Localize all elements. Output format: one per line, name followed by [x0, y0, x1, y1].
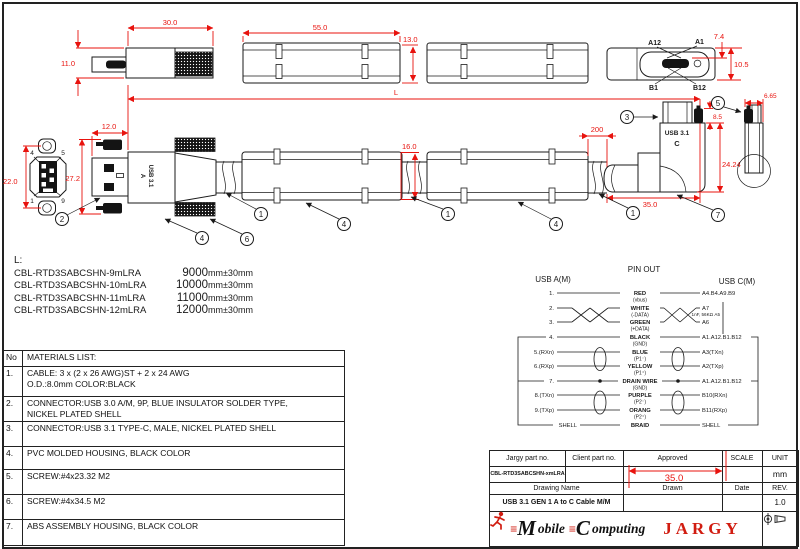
row-desc2: O.D.:8.0mm COLOR:BLACK: [27, 379, 136, 389]
length-tolerance: mm±30mm: [208, 292, 253, 303]
wire-sub: (P1⁻): [633, 356, 647, 363]
pinout-row-right: A6: [702, 320, 710, 326]
balloon-4b: [306, 203, 351, 231]
balloon-7: [677, 195, 725, 222]
balloon-5-label: 5: [715, 99, 721, 108]
logo-c: C: [575, 516, 590, 540]
dim-16: [401, 142, 419, 200]
dim-12-label: 12.0: [101, 122, 117, 131]
pinout-row-right: A7: [702, 306, 710, 312]
table-row: [4, 396, 344, 421]
row-no: 3.: [4, 422, 23, 446]
row-desc: PVC MOLDED HOUSING, BLACK COLOR: [27, 448, 191, 458]
balloon-3-label: 3: [624, 113, 630, 122]
approved-label: Approved: [657, 455, 688, 462]
projection-symbol: [762, 511, 798, 546]
usbc-side-view: [738, 105, 771, 188]
table-row: [4, 519, 344, 545]
scale-label: SCALE: [730, 455, 754, 462]
length-tolerance: mm±30mm: [208, 280, 253, 291]
wire-sub: (P2⁺): [633, 414, 647, 421]
wire-name: DRAIN WIRE: [622, 379, 658, 385]
row-desc: CABLE: 3 x (2 x 26 AWG)ST + 2 x 24 AWG: [27, 368, 190, 378]
length-tolerance: mm±30mm: [208, 305, 253, 316]
pinout-row: 6.(RXp): [534, 364, 554, 370]
length-value: 12000: [176, 304, 208, 317]
part-number: CBL-RTD3SABCSHN-9mLRA: [14, 268, 142, 279]
dim-27-2: [65, 140, 101, 215]
dim-30: [128, 18, 213, 46]
balloon-6-label: 6: [244, 235, 250, 244]
wire-sub: (-DATA): [631, 312, 649, 319]
wire-sub: (GND): [632, 341, 648, 348]
cable-segment-2: [427, 149, 588, 203]
drawing-name-label: Drawing Name: [533, 484, 580, 492]
pinout-row-right: A3(TXn): [702, 350, 724, 356]
cable-top-segment-1: [243, 43, 400, 83]
pinout-left-header: USB A(M): [535, 275, 571, 284]
wire-name: RED: [633, 291, 647, 297]
length-list: [14, 255, 264, 317]
row-no: 1.: [4, 367, 23, 396]
balloon-1-label: 1: [258, 210, 264, 219]
pin-a1-label: A1: [695, 39, 704, 46]
wire-sub: (P1⁺): [633, 370, 647, 377]
pin-b12-label: B12: [693, 85, 706, 92]
usba-marking-line2: A: [139, 173, 145, 179]
brand-jargy: JARGY: [663, 518, 742, 538]
wire-name: BLUE: [632, 350, 648, 356]
date-label: Date: [734, 484, 750, 492]
row-no: 2.: [4, 397, 23, 421]
pin-a12-label: A12: [648, 40, 661, 47]
dim-35: [607, 194, 700, 209]
row-no: 4.: [4, 447, 23, 469]
dim-24-24-label: 24.24: [722, 160, 741, 169]
cable-segment-1: [242, 149, 402, 203]
dim-L-label: L: [393, 88, 399, 97]
pinout-row-right: A4.B4.A9.B9: [702, 291, 736, 297]
length-item: [14, 267, 264, 279]
dim-6-65-label: 6.65: [764, 93, 777, 100]
wire-sub: (+DATA): [630, 326, 650, 333]
row-desc: SCREW:#4x34.5 M2: [27, 496, 106, 506]
third-angle-projection-icon: [762, 511, 788, 527]
usba-assembly-view: [92, 138, 242, 216]
row-no: 7.: [4, 520, 23, 545]
length-item: [14, 279, 264, 291]
cc-note: 1nF, 56KΩ A5: [691, 312, 720, 317]
dim-55-label: 55.0: [312, 23, 328, 32]
dim-13: [402, 35, 418, 83]
usba-marking-line1: USB 3.1: [147, 164, 153, 188]
table-row: [4, 366, 344, 396]
jargy-part-label: Jargy part no.: [506, 455, 549, 462]
pin-9-label: 9: [61, 198, 65, 205]
materials-header-row: [4, 351, 344, 366]
balloon-5: [712, 97, 742, 113]
length-value: 9000: [182, 267, 208, 279]
dim-7-4-label: 7.4: [713, 32, 725, 41]
pinout-row-right: A2(TXp): [702, 364, 724, 370]
usba-top-view: [92, 48, 213, 78]
usbc-marking-line1: USB 3.1: [664, 130, 690, 137]
pinout-row: 3.: [549, 320, 554, 326]
pinout-row-right: SHELL: [702, 423, 721, 429]
balloon-2-label: 2: [59, 215, 65, 224]
pinout-row: 1.: [549, 291, 554, 297]
row-no: 5.: [4, 470, 23, 494]
dim-22-label: 22.0: [3, 177, 18, 186]
wire-sub: (P2⁻): [633, 399, 647, 406]
usba-front-view: [30, 139, 66, 215]
balloon-3: [621, 111, 659, 124]
balloon-4a: [165, 219, 209, 245]
dim-30-label: 30.0: [162, 18, 178, 27]
usbc-face-view: [607, 39, 715, 92]
pinout-row: SHELL: [558, 423, 577, 429]
pinout-row: 9.(TXp): [534, 408, 554, 414]
wire-name: YELLOW: [627, 364, 653, 370]
part-number: CBL-RTD3SABCSHN-12mLRA: [14, 305, 147, 317]
pinout-row: 4.: [549, 335, 554, 341]
balloon-6: [210, 219, 254, 246]
length-list-header: L:: [14, 255, 23, 266]
logo-obile: obile: [537, 520, 565, 536]
dim-35-label: 35.0: [642, 200, 658, 209]
wire-name: WHITE: [630, 306, 650, 312]
row-desc: ABS ASSEMBLY HOUSING, BLACK COLOR: [27, 521, 199, 531]
rev-label: REV.: [772, 484, 788, 492]
dim-200-label: 200: [590, 125, 604, 134]
wire-sub: (GND): [632, 385, 648, 392]
dim-22: [3, 146, 41, 208]
balloon-4c: [518, 202, 563, 231]
wire-name: BLACK: [629, 335, 651, 341]
length-value: 10000: [176, 279, 208, 292]
dim-55: [243, 23, 400, 42]
usbc-connector-view: [604, 102, 705, 192]
part-number: CBL-RTD3SABCSHN-10mLRA: [14, 280, 147, 292]
company-logo: [490, 511, 762, 546]
table-row: [4, 494, 344, 519]
client-part-label: Client part no.: [572, 455, 616, 462]
row-desc2: NICKEL PLATED SHELL: [27, 409, 122, 419]
pin-5-label: 5: [61, 150, 65, 157]
pinout-diagram: [518, 265, 758, 429]
overlay-dim-35-label: 35.0: [664, 473, 684, 484]
table-row: [4, 469, 344, 494]
cable-top-segment-2: [427, 43, 588, 83]
jargy-part-number: CBL-RTD3SABCSHN-xmLRA: [490, 471, 565, 477]
pin-b1-label: B1: [649, 85, 658, 92]
balloon-1a: [226, 193, 268, 221]
table-row: [4, 446, 344, 469]
unit-value: mm: [772, 469, 788, 479]
pinout-row-right: B10(RXn): [702, 393, 728, 399]
length-tolerance: mm±30mm: [208, 268, 253, 278]
dim-16-label: 16.0: [402, 142, 417, 151]
row-desc: SCREW:#4x23.32 M2: [27, 471, 110, 481]
balloon-1-label: 1: [445, 210, 451, 219]
dim-8-5-label: 8.5: [713, 114, 723, 121]
drawing-name-value: USB 3.1 GEN 1 A to C Cable M/M: [502, 499, 611, 506]
dim-13-label: 13.0: [403, 35, 418, 44]
balloon-1b: [411, 197, 455, 221]
materials-title: MATERIALS LIST:: [27, 352, 97, 362]
wire-name: GREEN: [629, 320, 651, 326]
balloon-4-label: 4: [199, 234, 205, 243]
wire-name: PURPLE: [628, 393, 652, 399]
running-man-icon: [490, 511, 506, 531]
logo-stripes-icon: ≡: [510, 521, 517, 536]
dim-11-label: 11.0: [60, 59, 76, 68]
wire-name: BRAID: [630, 423, 650, 429]
balloon-4-label: 4: [553, 220, 559, 229]
rev-value: 1.0: [774, 498, 786, 507]
pinout-row-right: A1.A12.B1.B12: [702, 379, 742, 385]
row-desc: CONNECTOR:USB 3.0 A/M, 9P, BLUE INSULATOR SOLDER TYPE,: [27, 398, 288, 408]
pinout-row: 2.: [549, 306, 554, 312]
logo-m: M: [517, 516, 536, 540]
wire-name: ORANG: [629, 408, 651, 414]
row-desc: CONNECTOR:USB 3.1 TYPE-C, MALE, NICKEL PLATED SHELL: [27, 423, 277, 433]
balloon-4-label: 4: [341, 220, 347, 229]
table-row: [4, 421, 344, 446]
pinout-row: 7.: [549, 379, 554, 385]
materials-no-header: No: [4, 351, 23, 366]
pinout-row-right: A1.A12.B1.B12: [702, 335, 742, 341]
logo-omputing: omputing: [591, 520, 646, 536]
pin-4-label: 4: [30, 150, 34, 157]
unit-label: UNIT: [771, 455, 789, 462]
pinout-title: PIN OUT: [627, 265, 661, 274]
length-item: [14, 292, 264, 304]
usbc-marking-line2: C: [674, 139, 680, 148]
pin-1-label: 1: [30, 198, 34, 205]
pinout-row-right: B11(RXp): [702, 408, 728, 414]
part-number: CBL-RTD3SABCSHN-11mLRA: [14, 292, 146, 304]
balloon-1-label: 1: [630, 209, 636, 218]
materials-table: [3, 350, 345, 546]
wire-sub: (vbus): [633, 297, 647, 304]
title-block: [489, 450, 799, 547]
length-item: [14, 304, 264, 316]
drawn-label: Drawn: [662, 484, 683, 492]
balloon-7-label: 7: [715, 211, 721, 220]
length-value: 11000: [176, 291, 208, 304]
dim-12: [92, 122, 128, 156]
dim-10-5-label: 10.5: [734, 60, 749, 69]
logo-stripes-icon: ≡: [568, 521, 575, 536]
dim-24-24: [697, 123, 741, 192]
dim-27-2-label: 27.2: [65, 174, 80, 183]
cable-break-1: [402, 161, 427, 194]
row-no: 6.: [4, 495, 23, 519]
pinout-row: 8.(TXn): [534, 393, 554, 399]
pinout-row: 5.(RXn): [534, 350, 554, 356]
pinout-right-header: USB C(M): [718, 277, 756, 286]
